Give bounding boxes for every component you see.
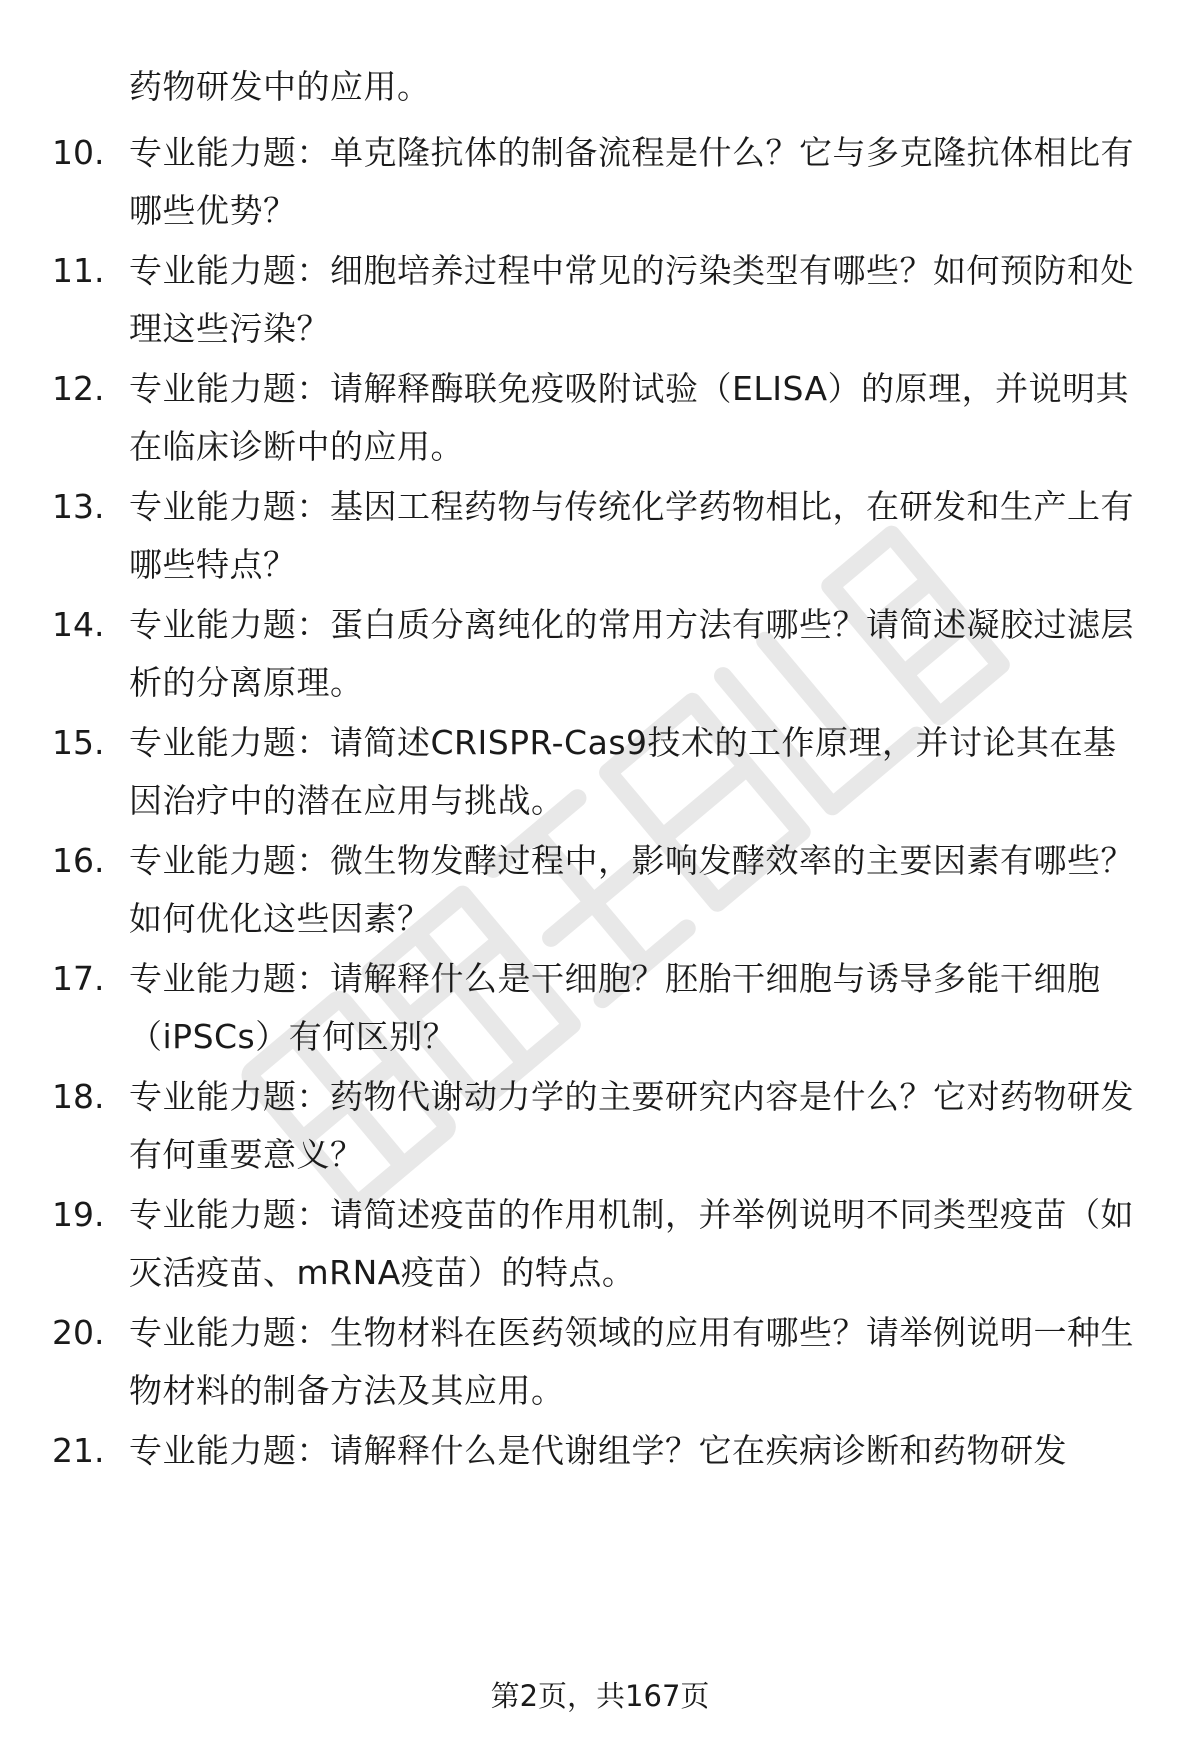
question-item [0,714,1200,834]
question-number: 10. [52,133,105,172]
question-item [0,478,1200,598]
question-text: 专业能力题：请解释什么是干细胞？胚胎干细胞与诱导多能干细胞（iPSCs）有何区别？ [129,959,1101,1056]
question-number: 11. [52,251,105,290]
question-number: 13. [52,487,105,526]
question-text: 专业能力题：细胞培养过程中常见的污染类型有哪些？如何预防和处理这些污染？ [129,251,1134,348]
question-number: 20. [52,1313,105,1352]
question-text: 专业能力题：药物代谢动力学的主要研究内容是什么？它对药物研发有何重要意义？ [129,1077,1134,1174]
question-text: 专业能力题：请解释什么是代谢组学？它在疾病诊断和药物研发 [129,1431,1067,1470]
continuation-line: 药物研发中的应用。 [129,67,431,106]
question-item [0,1068,1200,1188]
question-text: 专业能力题：请简述CRISPR-Cas9技术的工作原理，并讨论其在基因治疗中的潜在应用与挑战。 [129,723,1117,820]
question-text: 专业能力题：基因工程药物与传统化学药物相比，在研发和生产上有哪些特点？ [129,487,1134,584]
question-item [0,1422,1200,1482]
question-item [0,124,1200,244]
question-item [0,596,1200,716]
question-text: 专业能力题：微生物发酵过程中，影响发酵效率的主要因素有哪些？如何优化这些因素？ [129,841,1134,938]
question-item [0,242,1200,362]
question-text: 专业能力题：单克隆抗体的制备流程是什么？它与多克隆抗体相比有哪些优势？ [129,133,1134,230]
question-text: 专业能力题：请解释酶联免疫吸附试验（ELISA）的原理，并说明其在临床诊断中的应用。 [129,369,1130,466]
question-number: 21. [52,1431,105,1470]
question-number: 12. [52,369,105,408]
question-item [0,1304,1200,1424]
page-number: 第2页，共167页 [490,1679,710,1713]
question-item [0,360,1200,480]
question-number: 19. [52,1195,105,1234]
question-text: 专业能力题：生物材料在医药领域的应用有哪些？请举例说明一种生物材料的制备方法及其应用。 [129,1313,1134,1410]
question-number: 15. [52,723,105,762]
question-number: 16. [52,841,105,880]
question-number: 17. [52,959,105,998]
question-text: 专业能力题：请简述疫苗的作用机制，并举例说明不同类型疫苗（如灭活疫苗、mRNA疫苗）的特点。 [129,1195,1134,1292]
question-item [0,832,1200,952]
question-number: 14. [52,605,105,644]
question-item [0,950,1200,1070]
question-item [0,1186,1200,1306]
question-text: 专业能力题：蛋白质分离纯化的常用方法有哪些？请简述凝胶过滤层析的分离原理。 [129,605,1134,702]
question-number: 18. [52,1077,105,1116]
